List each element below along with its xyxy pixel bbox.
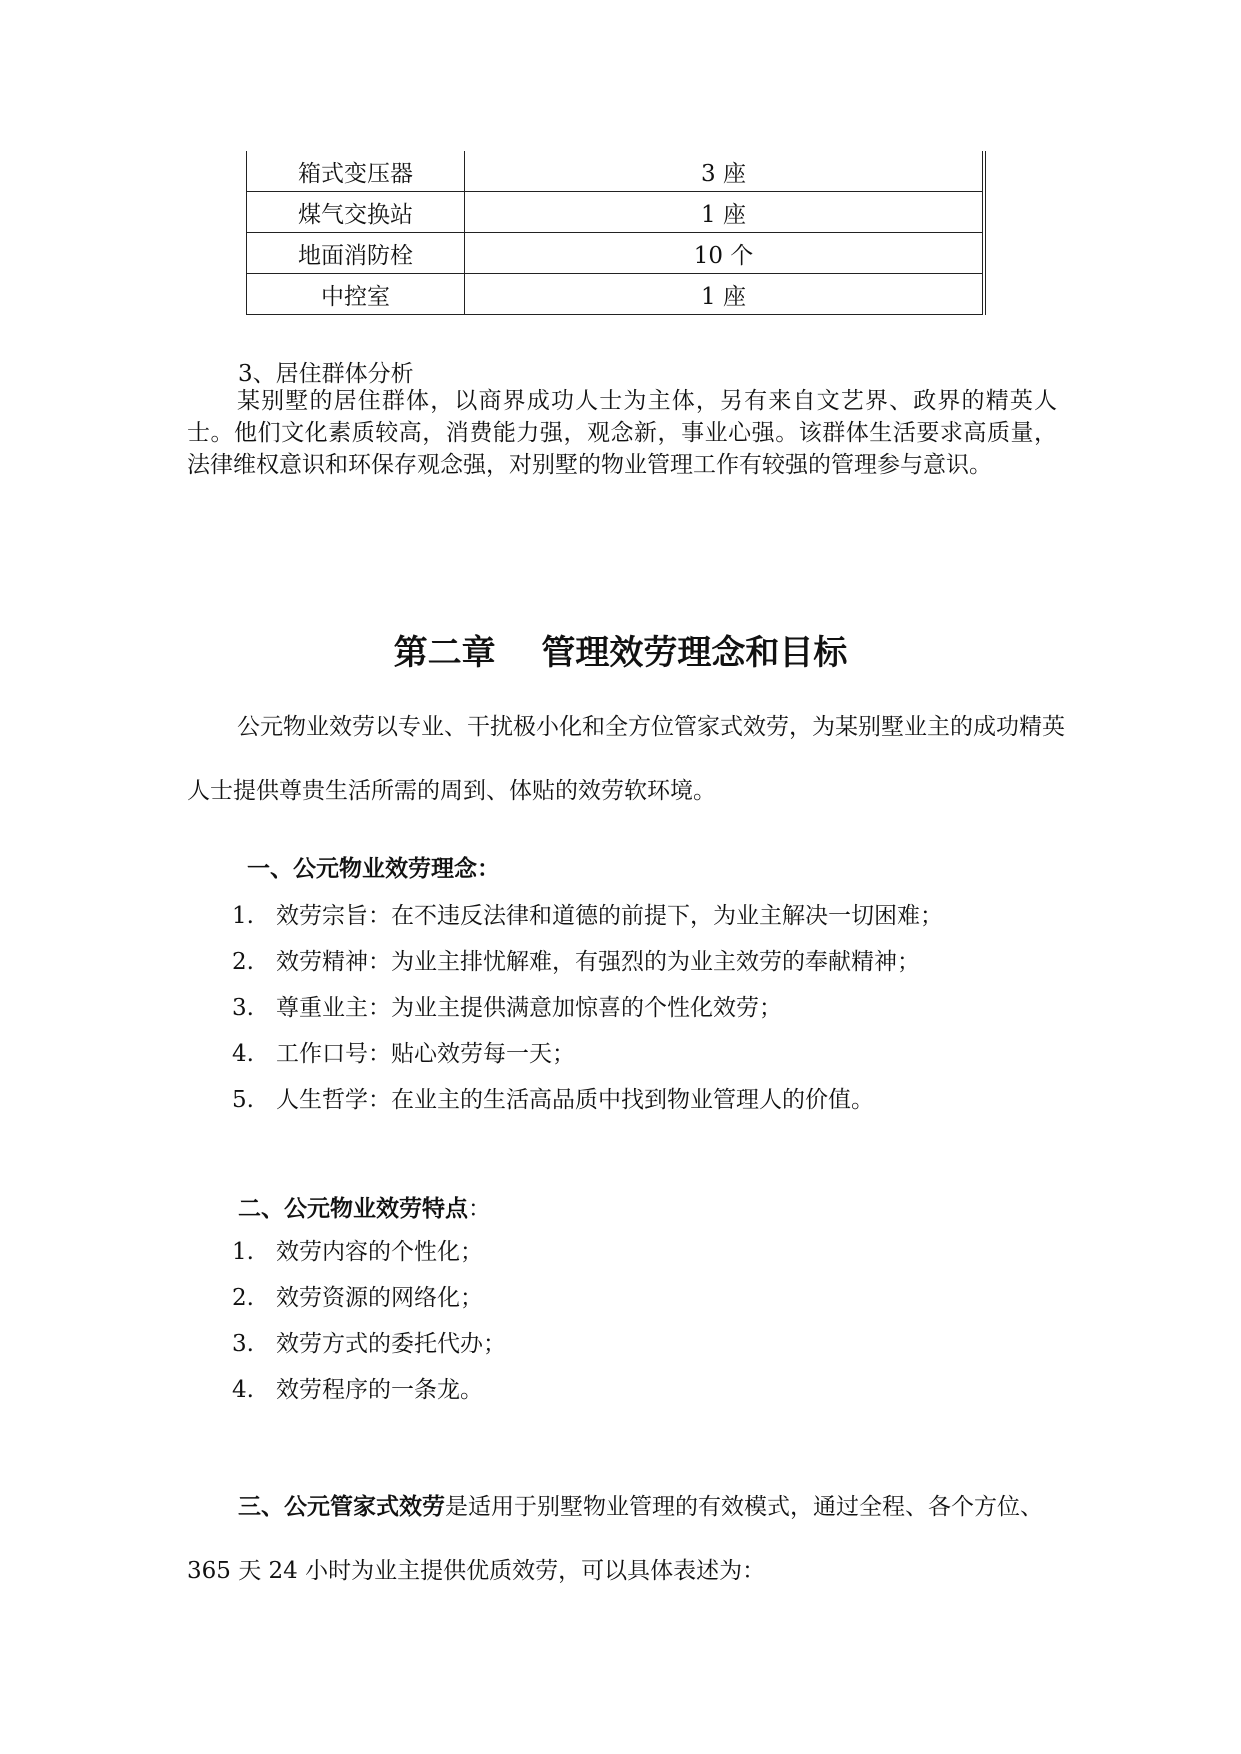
list-number: 5. bbox=[232, 1087, 254, 1113]
list-text: 效劳程序的一条龙。 bbox=[276, 1377, 483, 1403]
list-text: 效劳宗旨：在不违反法律和道德的前提下，为业主解决一切困难； bbox=[276, 903, 943, 929]
list-number: 2. bbox=[232, 949, 254, 975]
philosophy-heading bbox=[247, 850, 500, 883]
list-item bbox=[232, 893, 943, 939]
list-item bbox=[232, 985, 943, 1031]
list-item bbox=[232, 1031, 943, 1077]
list-text: 工作口号：贴心效劳每一天； bbox=[276, 1041, 575, 1067]
list-number: 4. bbox=[232, 1377, 254, 1403]
list-text: 尊重业主：为业主提供满意加惊喜的个性化效劳； bbox=[276, 995, 782, 1021]
list-number: 4. bbox=[232, 1041, 254, 1067]
table-row bbox=[247, 233, 985, 274]
table-row bbox=[247, 151, 985, 192]
butler-heading: 三、公元管家式效劳 bbox=[238, 1494, 445, 1520]
list-text: 效劳资源的网络化； bbox=[276, 1285, 483, 1311]
features-heading-text: 二、公元物业效劳特点 bbox=[238, 1196, 468, 1222]
table-row bbox=[247, 192, 985, 233]
list-text: 效劳内容的个性化； bbox=[276, 1239, 483, 1265]
equipment-quantity: 3 座 bbox=[465, 151, 985, 192]
list-item bbox=[232, 1367, 506, 1413]
butler-paragraph bbox=[187, 1475, 1067, 1603]
philosophy-list bbox=[232, 893, 943, 1123]
philosophy-heading-text: 一、公元物业效劳理念： bbox=[247, 856, 500, 882]
list-item bbox=[232, 1229, 506, 1275]
equipment-table bbox=[246, 151, 986, 315]
chapter-title: 第二章 管理效劳理念和目标 bbox=[393, 633, 848, 673]
section-3-title: 3、居住群体分析 bbox=[238, 361, 414, 387]
list-number: 3. bbox=[232, 995, 254, 1021]
list-number: 1. bbox=[232, 903, 254, 929]
butler-text: 是适用于别墅物业管理的有效模式，通过全程、各个方位、365 天 24 小时为业主提供优质效劳，可以具体表述为： bbox=[187, 1494, 1043, 1584]
chapter-intro: 公元物业效劳以专业、干扰极小化和全方位管家式效劳，为某别墅业主的成功精英人士提供尊贵生活所需的周到、体贴的效劳软环境。 bbox=[187, 714, 1065, 804]
list-item bbox=[232, 1321, 506, 1367]
list-text: 人生哲学：在业主的生活高品质中找到物业管理人的价值。 bbox=[276, 1087, 874, 1113]
list-text: 效劳精神：为业主排忧解难，有强烈的为业主效劳的奉献精神； bbox=[276, 949, 920, 975]
list-item bbox=[232, 1275, 506, 1321]
list-number: 1. bbox=[232, 1239, 254, 1265]
list-text: 效劳方式的委托代办； bbox=[276, 1331, 506, 1357]
equipment-name: 地面消防栓 bbox=[247, 233, 465, 274]
equipment-quantity: 10 个 bbox=[465, 233, 985, 274]
list-item bbox=[232, 1077, 943, 1123]
table-row bbox=[247, 274, 985, 315]
equipment-quantity: 1 座 bbox=[465, 274, 985, 315]
equipment-name: 中控室 bbox=[247, 274, 465, 315]
features-heading-colon: ： bbox=[468, 1196, 491, 1222]
list-item bbox=[232, 939, 943, 985]
features-heading bbox=[238, 1190, 491, 1223]
features-list bbox=[232, 1229, 506, 1413]
equipment-quantity: 1 座 bbox=[465, 192, 985, 233]
list-number: 3. bbox=[232, 1331, 254, 1357]
section-3-body: 某别墅的居住群体，以商界成功人士为主体，另有来自文艺界、政界的精英人士。他们文化素质较高，消费能力强，观念新，事业心强。该群体生活要求高质量，法律维权意识和环保存观念强，对别墅的物业管理工作有较强的管理参与意识。 bbox=[187, 388, 1057, 478]
equipment-name: 煤气交换站 bbox=[247, 192, 465, 233]
list-number: 2. bbox=[232, 1285, 254, 1311]
equipment-name: 箱式变压器 bbox=[247, 151, 465, 192]
